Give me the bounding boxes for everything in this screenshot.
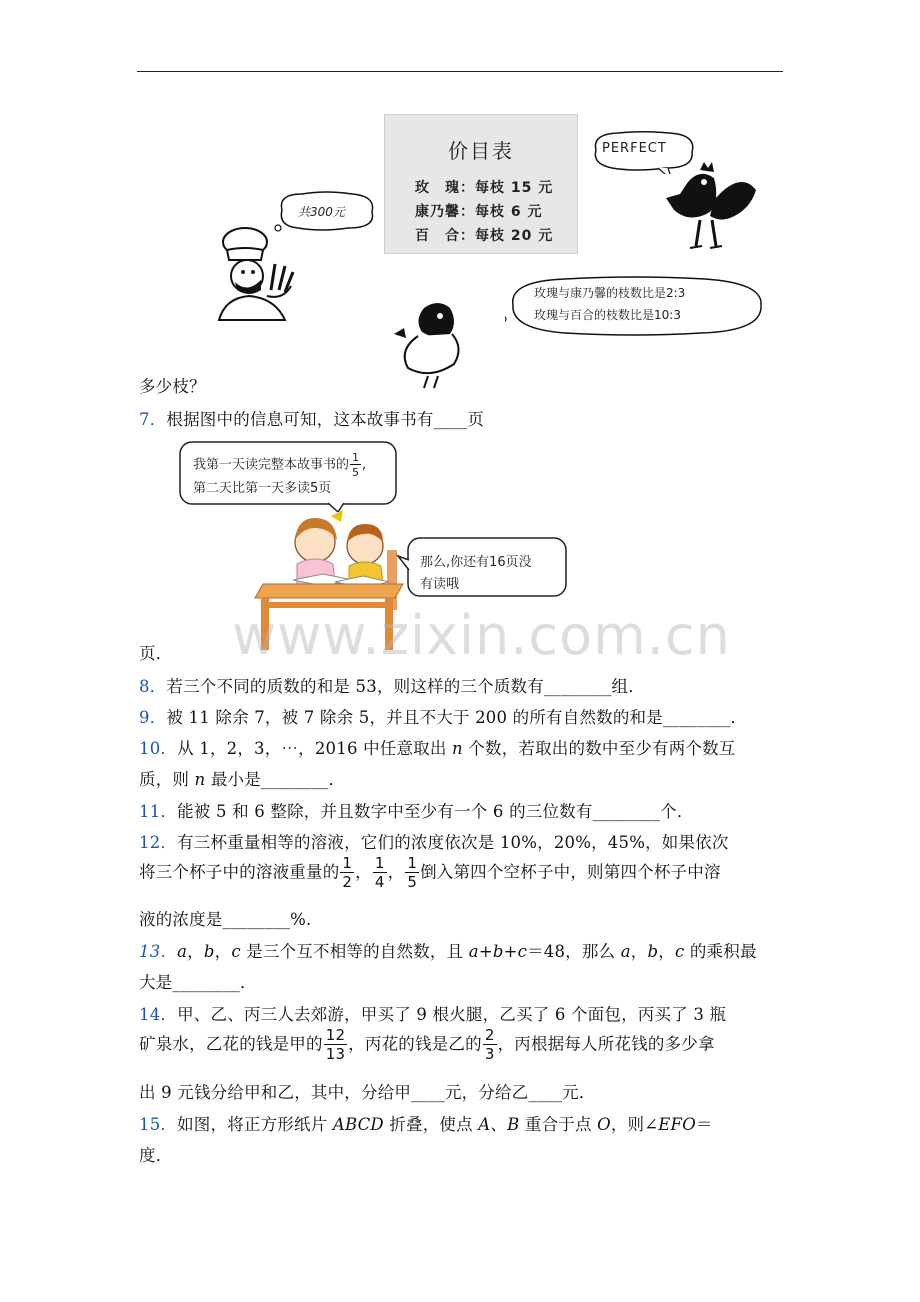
price-row-flower: 康乃馨： <box>415 204 475 220</box>
question-number: 14． <box>139 1005 178 1024</box>
math-variable: EFO <box>658 1115 696 1134</box>
question-text: 的乘积最 <box>689 942 757 961</box>
question-14 <box>139 1001 726 1025</box>
question-number: 13． <box>139 942 178 961</box>
question-text: 有三杯重量相等的溶液，它们的浓度依次是 10%，20%，45%，如果依次 <box>177 833 729 852</box>
fraction-numerator: 2 <box>484 1026 495 1044</box>
question-15 <box>139 1111 713 1135</box>
question-12 <box>139 829 729 853</box>
question-13-line2: 大是________． <box>139 973 257 992</box>
question-11 <box>139 798 694 822</box>
question-8 <box>139 673 645 697</box>
fraction <box>405 856 419 890</box>
rooster-bubble-text: PERFECT <box>602 141 667 156</box>
question-10-line2 <box>139 766 345 790</box>
fraction-denominator: 4 <box>374 873 385 891</box>
fraction <box>350 452 361 478</box>
price-row-price: 每枝 20 元 <box>475 228 554 244</box>
price-row <box>415 177 553 197</box>
fraction-numerator: 12 <box>325 1026 346 1044</box>
price-table-title: 价目表 <box>448 139 514 163</box>
question-number: 11． <box>139 802 178 821</box>
price-row <box>415 225 553 245</box>
question-text: 如图，将正方形纸片 <box>177 1115 333 1134</box>
math-variable: n <box>452 739 463 758</box>
math-variable: B <box>507 1115 520 1134</box>
question-7 <box>139 406 484 430</box>
header-rule <box>137 71 783 72</box>
question-13: 13．a，b，c 是三个互不相等的自然数，且 a+b+c＝48，那么 a，b，c 的乘积最 <box>139 942 757 961</box>
question-14-line2 <box>139 1028 715 1062</box>
rooster-figure <box>660 160 760 252</box>
bird-bubble-line1: 玫瑰与康乃馨的枝数比是2:3 <box>534 286 686 300</box>
math-variable: O <box>597 1115 611 1134</box>
girl-bubble-line1: 我第一天读完整本故事书的 $\frac{1}{5}$ , <box>193 451 367 479</box>
question-text: 是三个互不相等的自然数，且 <box>246 942 469 961</box>
math-expression: a+b+c <box>468 942 528 961</box>
question-text: ＝48，那么 <box>527 942 621 961</box>
question-text: 若三个不同的质数的和是 53，则这样的三个质数有________组． <box>166 677 645 696</box>
math-variable: n <box>194 770 206 789</box>
question-text: 重合于点 <box>519 1115 598 1134</box>
girl-bubble-line2: 第二天比第一天多读5页 <box>193 481 332 496</box>
fraction-denominator: 5 <box>352 466 360 479</box>
price-row-price: 每枝 15 元 <box>475 180 554 196</box>
question-text: 矿泉水，乙花的钱是甲的 <box>139 1034 323 1054</box>
fraction-denominator: 5 <box>407 873 418 891</box>
fraction-denominator: 2 <box>342 873 353 891</box>
question-text: 甲、乙、丙三人去郊游，甲买了 9 根火腿，乙买了 6 个面包，丙买了 3 瓶 <box>177 1005 727 1024</box>
question-15-line2: 度． <box>139 1146 173 1165</box>
fraction-numerator: 1 <box>374 854 385 872</box>
question-number: 7． <box>139 410 167 429</box>
q6-continuation: 多少枝？ <box>139 377 206 396</box>
girl-bubble-text: 我第一天读完整本故事书的 <box>193 457 350 473</box>
chef-figure <box>205 220 315 330</box>
math-variable: c <box>674 942 685 961</box>
question-text: 倒入第四个空杯子中，则第四个杯子中溶 <box>420 862 721 882</box>
boy-bubble-line2: 有读哦 <box>420 577 460 592</box>
math-variable: c <box>231 942 241 961</box>
fraction-numerator: 1 <box>342 854 353 872</box>
question-text: ，丙根据每人所花钱的多少拿 <box>497 1034 715 1054</box>
boy-bubble-line1: 那么,你还有16页没 <box>420 555 532 570</box>
math-variable: A <box>478 1115 491 1134</box>
math-variable: b <box>647 942 659 961</box>
math-variable: a <box>177 942 188 961</box>
math-variable: a <box>620 942 631 961</box>
question-number: 8． <box>139 677 167 696</box>
question-text: 最小是________． <box>205 770 346 789</box>
question-text: ，丙花的钱是乙的 <box>348 1034 482 1054</box>
fraction-numerator: 1 <box>407 854 418 872</box>
watermark: www.zixin.com.cn <box>232 604 731 667</box>
question-text: 质，则 <box>139 770 195 789</box>
question-number: 15． <box>139 1115 178 1134</box>
price-row-price: 每枝 6 元 <box>475 204 543 220</box>
question-text: 、 <box>490 1115 508 1134</box>
question-text: ＝ <box>695 1115 713 1134</box>
question-text: 被 11 除余 7，被 7 除余 5，并且不大于 200 的所有自然数的和是________． <box>166 708 748 727</box>
price-row-flower: 玫 瑰： <box>415 180 475 196</box>
question-number: 9． <box>139 708 167 727</box>
question-12-line3: 液的浓度是________%. <box>139 910 312 929</box>
bird-bubble-line2: 玫瑰与百合的枝数比是10:3 <box>534 308 681 322</box>
question-text: ，则∠ <box>610 1115 659 1134</box>
question-10 <box>139 735 736 759</box>
question-text: 将三个杯子中的溶液重量的 <box>139 862 340 882</box>
q7-continuation: 页． <box>139 644 173 663</box>
fraction <box>373 856 387 890</box>
question-text: 能被 5 和 6 整除，并且数字中至少有一个 6 的三位数有________个． <box>177 802 694 821</box>
chef-bubble-text: 共300元 <box>298 205 345 219</box>
fraction-denominator: 13 <box>325 1045 346 1063</box>
question-text: 根据图中的信息可知，这本故事书有____页 <box>166 410 485 429</box>
math-variable: b <box>203 942 215 961</box>
question-text: 从 1，2，3，⋯，2016 中任意取出 <box>177 739 453 758</box>
fraction <box>324 1028 348 1062</box>
bird-figure <box>394 298 478 390</box>
question-number: 10． <box>139 739 178 758</box>
price-row-flower: 百 合： <box>415 228 475 244</box>
price-table <box>384 114 578 254</box>
question-text: 折叠，使点 <box>383 1115 479 1134</box>
question-9 <box>139 704 747 728</box>
question-text: 个数，若取出的数中至少有两个数互 <box>462 739 736 758</box>
fraction-denominator: 3 <box>484 1045 495 1063</box>
fraction <box>483 1028 497 1062</box>
fraction <box>340 856 354 890</box>
price-row <box>415 201 543 221</box>
math-variable: ABCD <box>332 1115 384 1134</box>
question-number: 12． <box>139 833 178 852</box>
question-12-line2: 将三个杯子中的溶液重量的 $\frac{1}{2}$ ， $\frac{1}{4}$ ， $\frac{1}{5}$ 倒入第四个空杯子中，则第四个杯子中溶 <box>139 854 721 891</box>
fraction-numerator: 1 <box>352 451 360 464</box>
question-14-line3: 出 9 元钱分给甲和乙，其中，分给甲____元，分给乙____元． <box>139 1083 596 1102</box>
